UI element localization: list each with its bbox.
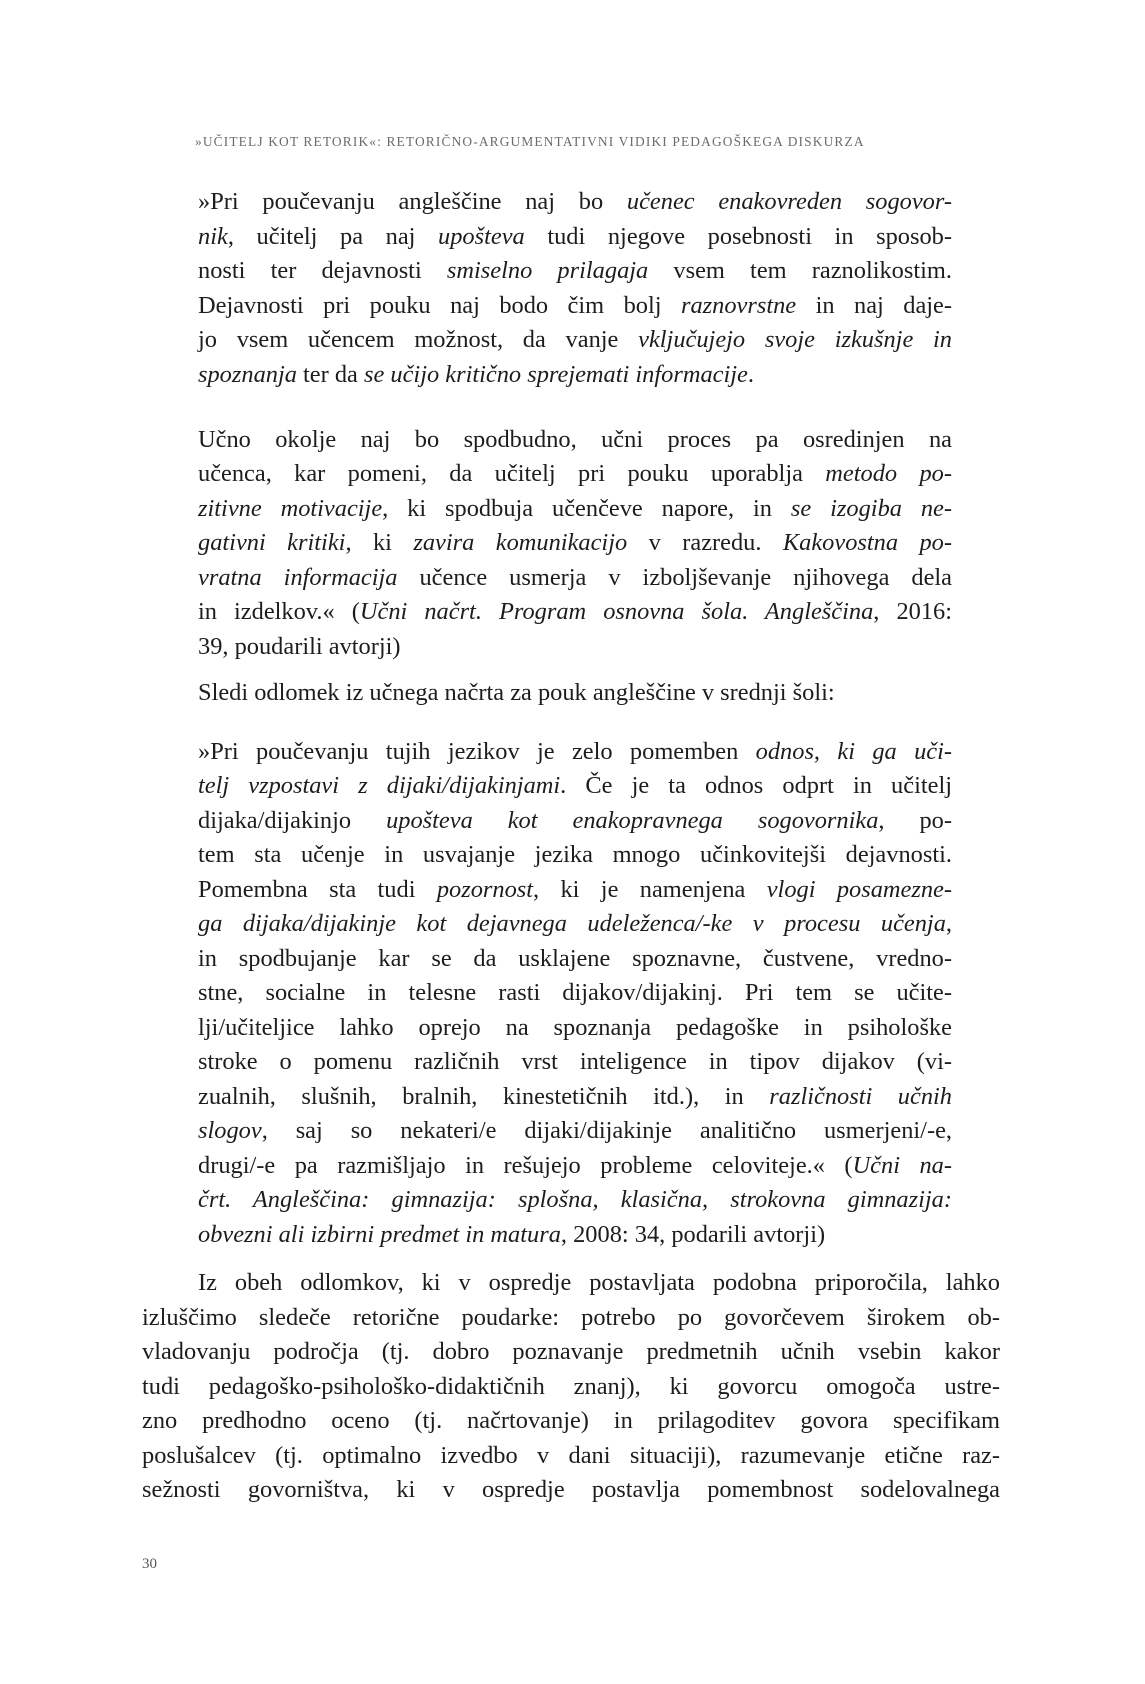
text-line — [198, 632, 952, 662]
text-run: in spodbujanje kar se da usklajene spoznavne, čustvene, vredno- — [198, 945, 952, 972]
text-line — [198, 1047, 952, 1077]
text-run: stroke o pomenu različnih vrst inteligence in tipov dijakov (vi- — [198, 1048, 952, 1075]
text-line — [198, 1082, 952, 1112]
italic-emphasis: pozornost — [436, 876, 534, 903]
text-run: , 2008: 34, podarili avtorji) — [560, 1221, 826, 1248]
text-run: , po- — [878, 807, 953, 834]
text-line — [198, 978, 952, 1008]
italic-emphasis: Učni načrt. Program osnovna šola. Angleščina — [359, 598, 874, 625]
running-head: »UČITELJ KOT RETORIK«: RETORIČNO-ARGUMENTATIVNI VIDIKI PEDAGOŠKEGA DISKURZA — [195, 134, 865, 149]
italic-emphasis: nik — [198, 223, 228, 250]
page-number: 30 — [142, 1556, 157, 1572]
text-run: , ki je namenjena — [533, 876, 767, 903]
italic-emphasis: se učijo kritično sprejemati informacije — [363, 361, 748, 388]
italic-emphasis: raznovrstne — [680, 292, 797, 319]
text-run: učence usmerja v izboljševanje njihovega dela — [397, 564, 953, 591]
text-run: učenca, kar pomeni, da učitelj pri pouku uporablja — [198, 460, 826, 487]
text-line — [198, 840, 952, 870]
italic-emphasis: Kakovostna po- — [782, 529, 952, 556]
text-run: , učitelj pa naj — [227, 223, 439, 250]
text-run: , saj so nekateri/e dijaki/dijakinje analitično usmerjeni/-e, — [261, 1117, 952, 1144]
italic-emphasis: obvezni ali izbirni predmet in matura — [198, 1221, 561, 1248]
italic-emphasis: črt. Angleščina: gimnazija: splošna, klasična, strokovna gimnazija: — [198, 1186, 952, 1213]
text-line — [198, 291, 952, 321]
italic-emphasis: telj vzpostavi z dijaki/dijakinjami — [198, 772, 561, 799]
italic-emphasis: metodo po- — [825, 460, 952, 487]
italic-emphasis: slogov — [198, 1117, 262, 1144]
text-line — [198, 187, 952, 217]
text-line — [142, 1441, 1000, 1471]
text-run: sežnosti govorništva, ki v ospredje postavlja pomembnost sodelovalnega — [142, 1476, 1000, 1503]
text-run: vsem tem raznolikostim. — [648, 257, 952, 284]
text-run: . — [747, 361, 754, 388]
text-line — [198, 528, 952, 558]
text-line — [198, 1268, 1000, 1298]
italic-emphasis: se izogiba ne- — [790, 495, 953, 522]
text-line — [198, 771, 952, 801]
text-run: Dejavnosti pri pouku naj bodo čim bolj — [198, 292, 681, 319]
italic-emphasis: vlogi posamezne- — [766, 876, 952, 903]
text-line — [198, 597, 952, 627]
text-run: zno predhodno oceno (tj. načrtovanje) in prilagoditev govora specifikam — [142, 1407, 1000, 1434]
text-run: , ki spodbuja učenčeve napore, in — [382, 495, 791, 522]
text-line — [198, 1220, 952, 1250]
text-run: zualnih, slušnih, bralnih, kinestetičnih itd.), in — [198, 1083, 770, 1110]
text-line — [198, 222, 952, 252]
text-run: tudi pedagoško-psihološko-didaktičnih znanj), ki govorcu omogoča ustre- — [142, 1373, 1000, 1400]
text-line — [198, 737, 952, 767]
text-line — [198, 1116, 952, 1146]
text-run: jo vsem učencem možnost, da vanje — [198, 326, 639, 353]
text-line — [142, 1372, 1000, 1402]
text-run: tudi njegove posebnosti in sposob- — [524, 223, 953, 250]
italic-emphasis: Učni na- — [852, 1152, 952, 1179]
text-run: tem sta učenje in usvajanje jezika mnogo učinkovitejši dejavnosti. — [198, 841, 952, 868]
text-run: drugi/-e pa razmišljajo in rešujejo probleme celoviteje.« ( — [198, 1152, 853, 1179]
italic-emphasis: upošteva — [438, 223, 525, 250]
text-line — [198, 806, 952, 836]
text-run: Pomembna sta tudi — [198, 876, 437, 903]
italic-emphasis: zavira komunikacijo — [413, 529, 628, 556]
italic-emphasis: vratna informacija — [198, 564, 398, 591]
text-line — [198, 909, 952, 939]
text-run: v razredu. — [627, 529, 783, 556]
text-run: »Pri poučevanju angleščine naj bo — [198, 188, 627, 215]
italic-emphasis: gativni kritiki — [198, 529, 346, 556]
text-line — [198, 325, 952, 355]
text-run: , — [945, 910, 952, 937]
italic-emphasis: zitivne motivacije — [198, 495, 383, 522]
italic-emphasis: različnosti učnih — [769, 1083, 952, 1110]
text-line — [198, 1013, 952, 1043]
text-line — [198, 425, 952, 455]
text-line — [142, 1406, 1000, 1436]
text-line — [198, 1151, 952, 1181]
text-run: , ki — [345, 529, 414, 556]
text-line — [198, 459, 952, 489]
text-run: , 2016: — [873, 598, 952, 625]
text-run: Iz obeh odlomkov, ki v ospredje postavljata podobna priporočila, lahko — [198, 1269, 1000, 1296]
text-line — [198, 944, 952, 974]
text-line — [142, 1337, 1000, 1367]
text-line — [198, 360, 952, 390]
text-run: Sledi odlomek iz učnega načrta za pouk angleščine v srednji šoli: — [198, 679, 835, 706]
text-line — [142, 1475, 1000, 1505]
italic-emphasis: ga dijaka/dijakinje kot dejavnega udeleženca/-ke v procesu učenja — [198, 910, 946, 937]
text-run: 39, poudarili avtorji) — [198, 633, 401, 660]
text-run: stne, socialne in telesne rasti dijakov/dijakinj. Pri tem se učite- — [198, 979, 952, 1006]
text-run: . Če je ta odnos odprt in učitelj — [560, 772, 952, 799]
text-line — [198, 678, 952, 708]
text-line — [198, 1185, 952, 1215]
text-run: ter da — [296, 361, 364, 388]
text-run: lji/učiteljice lahko oprejo na spoznanja pedagoške in psihološke — [198, 1014, 952, 1041]
text-run: in naj daje- — [796, 292, 952, 319]
text-line — [198, 875, 952, 905]
italic-emphasis: odnos, ki ga uči- — [755, 738, 952, 765]
italic-emphasis: vključujejo svoje izkušnje in — [638, 326, 952, 353]
italic-emphasis: smiselno prilagaja — [446, 257, 649, 284]
text-line — [198, 563, 952, 593]
text-line — [142, 1303, 1000, 1333]
text-run: izluščimo sledeče retorične poudarke: potrebo po govorčevem širokem ob- — [142, 1304, 1000, 1331]
text-run: »Pri poučevanju tujih jezikov je zelo pomemben — [198, 738, 756, 765]
text-run: poslušalcev (tj. optimalno izvedbo v dani situaciji), razumevanje etične raz- — [142, 1442, 1000, 1469]
italic-emphasis: spoznanja — [198, 361, 297, 388]
italic-emphasis: upošteva kot enakopravnega sogovornika — [386, 807, 879, 834]
text-line — [198, 494, 952, 524]
text-run: in izdelkov.« ( — [198, 598, 360, 625]
italic-emphasis: učenec enakovreden sogovor- — [626, 188, 952, 215]
text-run: dijaka/dijakinjo — [198, 807, 387, 834]
text-run: vladovanju področja (tj. dobro poznavanje predmetnih učnih vsebin kakor — [142, 1338, 1000, 1365]
text-run: nosti ter dejavnosti — [198, 257, 447, 284]
text-line — [198, 256, 952, 286]
text-run: Učno okolje naj bo spodbudno, učni proces pa osredinjen na — [198, 426, 952, 453]
